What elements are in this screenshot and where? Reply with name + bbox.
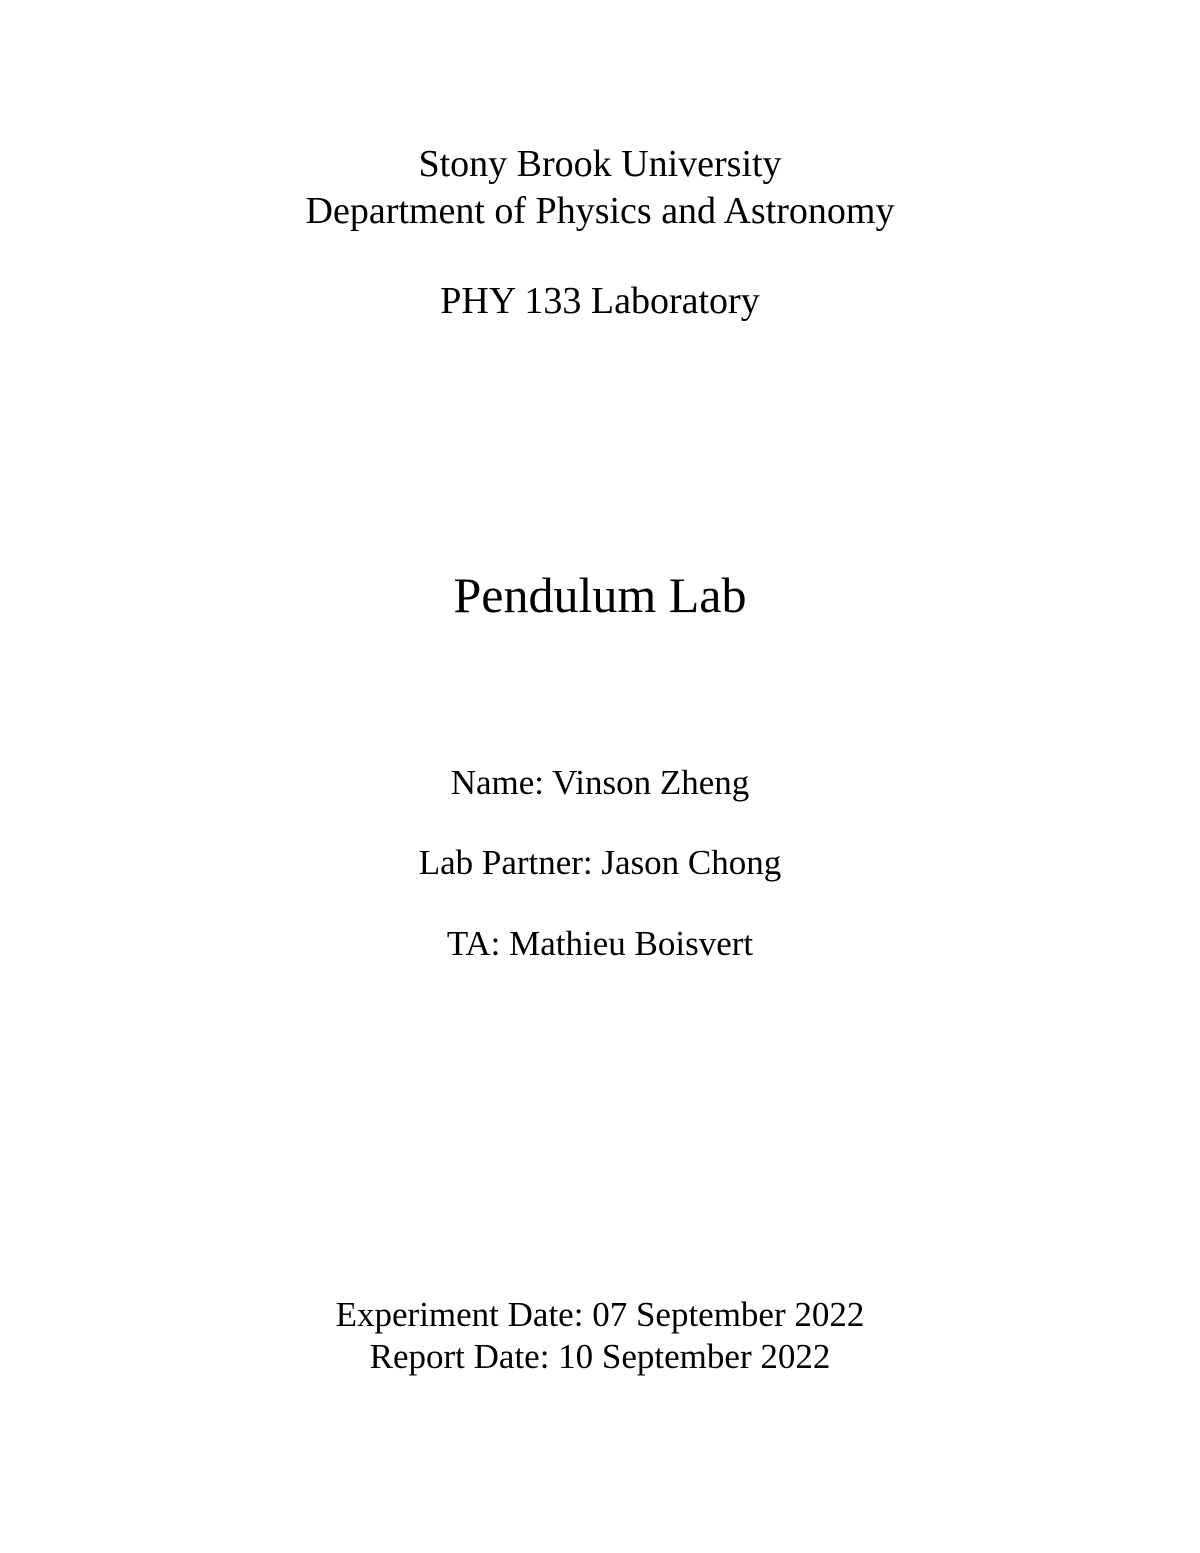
university-name: Stony Brook University <box>418 143 782 185</box>
report-title: Pendulum Lab <box>453 567 747 623</box>
experiment-date: Experiment Date: 07 September 2022 <box>335 1295 865 1334</box>
teaching-assistant: TA: Mathieu Boisvert <box>446 924 754 963</box>
course-name: PHY 133 Laboratory <box>440 280 760 322</box>
lab-partner: Lab Partner: Jason Chong <box>418 843 782 882</box>
student-name: Name: Vinson Zheng <box>450 763 750 802</box>
department-name: Department of Physics and Astronomy <box>305 190 895 232</box>
report-date: Report Date: 10 September 2022 <box>369 1337 831 1376</box>
